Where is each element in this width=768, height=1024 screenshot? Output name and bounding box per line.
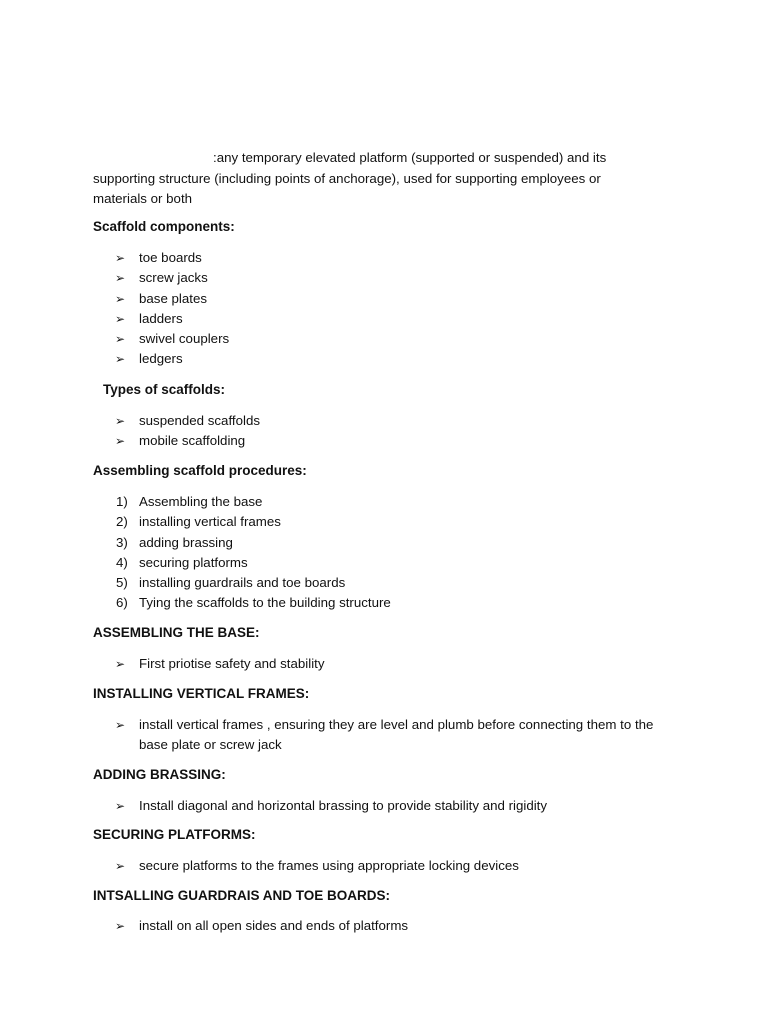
bullet-arrow-icon: ➢: [115, 352, 126, 367]
step-number: 4): [116, 554, 128, 570]
step-number: 5): [116, 575, 128, 591]
platforms-list: [0, 856, 680, 876]
list-item: ➢ ladders: [0, 309, 680, 329]
bullet-arrow-icon: ➢: [115, 291, 126, 306]
step-number: 3): [116, 534, 128, 550]
definition-text: :any temporary elevated platform (supported or suspended) and its supporting structure (including points of anchorage), used for supporting employees or materials or both: [93, 150, 607, 206]
list-item: ➢ toe boards: [0, 248, 680, 268]
definition-paragraph: [93, 148, 653, 210]
bullet-arrow-icon: ➢: [115, 251, 126, 265]
base-list: [0, 654, 680, 674]
list-item: 4) securing platforms: [0, 553, 680, 573]
list-item: ➢ install on all open sides and ends of platforms: [0, 916, 680, 936]
brassing-heading: ADDING BRASSING:: [93, 767, 226, 782]
guardrails-heading: INTSALLING GUARDRAIS AND TOE BOARDS:: [93, 888, 390, 903]
list-item: ➢ screw jacks: [0, 268, 680, 288]
step-number: 2): [116, 514, 128, 530]
bullet-arrow-icon: ➢: [115, 799, 126, 813]
bullet-arrow-icon: ➢: [115, 414, 126, 428]
bullet-arrow-icon: ➢: [115, 859, 126, 873]
bullet-arrow-icon: ➢: [115, 919, 126, 933]
list-item: ➢ ledgers: [0, 349, 680, 369]
list-item: ➢ swivel couplers: [0, 329, 680, 349]
base-heading: ASSEMBLING THE BASE:: [93, 625, 260, 640]
step-number: 1): [116, 494, 128, 509]
types-list: [0, 411, 680, 452]
bullet-arrow-icon: ➢: [115, 657, 126, 671]
vertical-list: [0, 715, 680, 756]
list-item: 5) installing guardrails and toe boards: [0, 573, 680, 593]
list-item: 1) Assembling the base: [0, 492, 680, 512]
list-item: 2) installing vertical frames: [0, 512, 680, 532]
bullet-arrow-icon: ➢: [115, 311, 126, 326]
list-item: ➢ secure platforms to the frames using appropriate locking devices: [0, 856, 680, 876]
list-item: ➢ install vertical frames , ensuring they are level and plumb before connecting them to the base plate or screw jack: [115, 717, 654, 753]
bullet-arrow-icon: ➢: [115, 271, 126, 286]
bullet-arrow-icon: ➢: [115, 332, 126, 347]
guardrails-list: [0, 916, 680, 936]
bullet-arrow-icon: ➢: [115, 718, 126, 732]
step-number: 6): [116, 595, 128, 611]
procedures-list: [0, 492, 680, 614]
platforms-heading: SECURING PLATFORMS:: [93, 827, 256, 842]
vertical-heading: INSTALLING VERTICAL FRAMES:: [93, 686, 310, 701]
components-list: [0, 248, 680, 370]
list-item: 6) Tying the scaffolds to the building structure: [0, 593, 680, 613]
brassing-list: [0, 796, 680, 816]
list-item: ➢ Install diagonal and horizontal brassing to provide stability and rigidity: [0, 796, 680, 816]
types-heading: Types of scaffolds:: [103, 382, 226, 397]
list-item: 3) adding brassing: [0, 533, 680, 553]
list-item: ➢ base plates: [0, 289, 680, 309]
list-item: ➢ suspended scaffolds: [0, 411, 680, 431]
list-item: ➢ First priotise safety and stability: [0, 654, 680, 674]
list-item: ➢ mobile scaffolding: [0, 431, 680, 451]
components-heading: Scaffold components:: [93, 219, 235, 234]
bullet-arrow-icon: ➢: [115, 434, 126, 449]
procedures-heading: Assembling scaffold procedures:: [93, 463, 307, 478]
